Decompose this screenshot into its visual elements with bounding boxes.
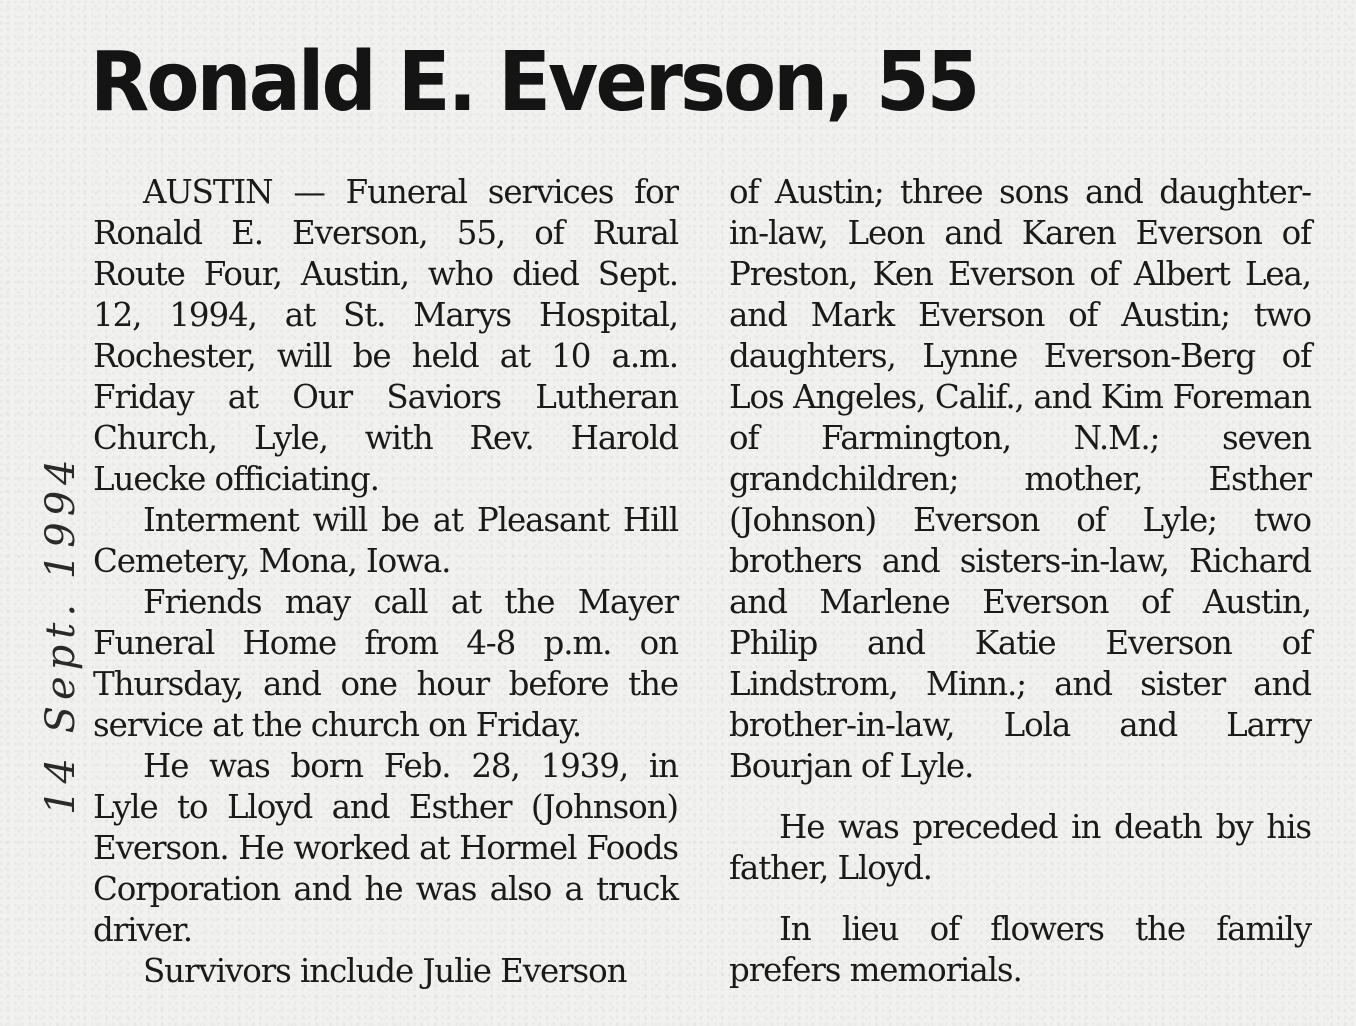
right-text-column bbox=[729, 172, 1311, 991]
paragraph-funeral-services: AUSTIN — Funeral services for Ronald E. Everson, 55, of Rural Route Four, Austin, who died Sept. 12, 1994, at St. Marys Hospital, Rochester, will be held at 10 a.m. Friday at Our Saviors Lutheran Church, Lyle, with Rev. Harold Luecke officiating. bbox=[93, 173, 678, 498]
paragraph-biography: He was born Feb. 28, 1939, in Lyle to Lloyd and Esther (Johnson) Everson. He worked at Hormel Foods Corporation and he was also a truck driver. bbox=[93, 747, 678, 949]
paragraph-interment: Interment will be at Pleasant Hill Cemetery, Mona, Iowa. bbox=[93, 501, 678, 580]
obituary-headline: Ronald E. Everson, 55 bbox=[90, 35, 978, 130]
handwritten-date-text: 14 Sept. 1994 bbox=[38, 453, 84, 815]
paragraph-visitation: Friends may call at the Mayer Funeral Home from 4-8 p.m. on Thursday, and one hour before the service at the church on Friday. bbox=[93, 583, 678, 744]
paragraph-preceded-in-death: He was preceded in death by his father, Lloyd. bbox=[729, 808, 1311, 887]
paragraph-survivors-continued: of Austin; three sons and daughter-in-law, Leon and Karen Everson of Preston, Ken Everson of Albert Lea, and Mark Everson of Austin; two daughters, Lynne Everson-Berg of Los Angeles, Calif., and Kim Foreman of Farmington, N.M.; seven grandchildren; mother, Esther (Johnson) Everson of Lyle; two brothers and sisters-in-law, Richard and Marlene Everson of Austin, Philip and Katie Everson of Lindstrom, Minn.; and sister and brother-in-law, Lola and Larry Bourjan of Lyle. bbox=[729, 173, 1311, 785]
paragraph-survivors-start: Survivors include Julie Everson bbox=[143, 952, 627, 990]
left-text-column bbox=[93, 172, 678, 992]
paragraph-memorials: In lieu of flowers the family prefers memorials. bbox=[729, 910, 1311, 989]
